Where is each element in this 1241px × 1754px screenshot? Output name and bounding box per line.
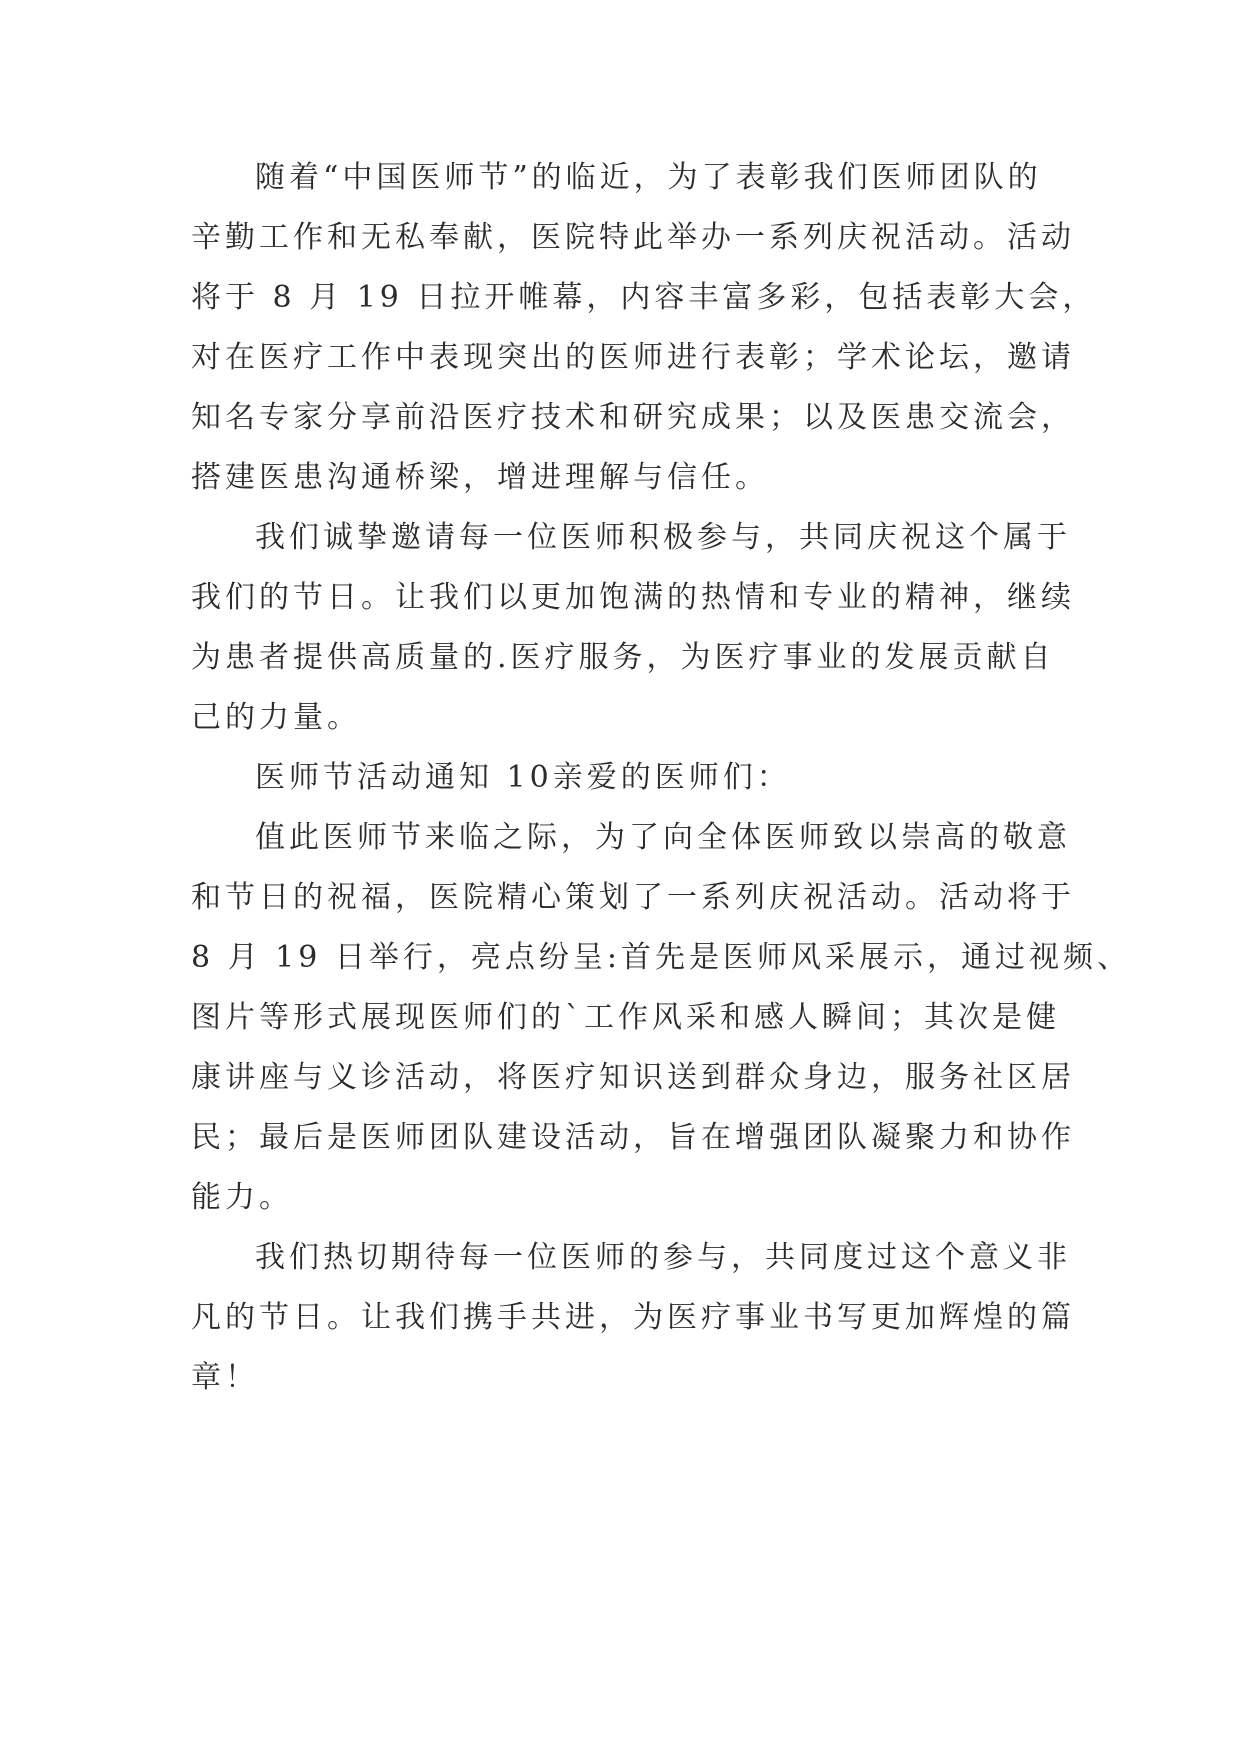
text-line: 搭建医患沟通桥梁，增进理解与信任。 (191, 460, 769, 495)
text-line: 凡的节日。让我们携手共进，为医疗事业书写更加辉煌的篇 (191, 1300, 1075, 1335)
paragraph-3-heading (191, 748, 1066, 808)
text-line: 民；最后是医师团队建设活动，旨在增强团队凝聚力和协作 (191, 1120, 1075, 1155)
text-line: 随着“中国医师节”的临近，为了表彰我们医师团队的 (255, 160, 1042, 195)
text-line: 知名专家分享前沿医疗技术和研究成果；以及医患交流会， (191, 400, 1075, 435)
text-line: 我们诚挚邀请每一位医师积极参与，共同庆祝这个属于 (255, 520, 1071, 555)
text-line: 我们热切期待每一位医师的参与，共同度过这个意义非 (255, 1240, 1071, 1275)
paragraph-1 (191, 148, 1097, 508)
text-line: 8 月 19 日举行，亮点纷呈:首先是医师风采展示，通过视频、 (191, 940, 1131, 975)
text-line: 己的力量。 (191, 700, 361, 735)
paragraph-5 (191, 1228, 1075, 1408)
paragraph-4 (191, 808, 1131, 1228)
text-line: 为患者提供高质量的.医疗服务，为医疗事业的发展贡献自 (191, 640, 1055, 675)
notice-title-line: 医师节活动通知 10亲爱的医师们： (255, 760, 791, 795)
text-line: 将于 8 月 19 日拉开帷幕，内容丰富多彩，包括表彰大会， (191, 280, 1097, 315)
text-line: 我们的节日。让我们以更加饱满的热情和专业的精神，继续 (191, 580, 1075, 615)
document-body (191, 148, 1131, 1408)
text-line: 值此医师节来临之际，为了向全体医师致以崇高的敬意 (255, 820, 1071, 855)
text-line: 康讲座与义诊活动，将医疗知识送到群众身边，服务社区居 (191, 1060, 1075, 1095)
text-line: 能力。 (191, 1180, 293, 1215)
text-line: 对在医疗工作中表现突出的医师进行表彰；学术论坛，邀请 (191, 340, 1075, 375)
text-line: 和节日的祝福，医院精心策划了一系列庆祝活动。活动将于 (191, 880, 1075, 915)
text-line: 图片等形式展现医师们的`工作风采和感人瞬间；其次是健 (191, 1000, 1060, 1035)
paragraph-2 (191, 508, 1075, 748)
text-line: 章！ (191, 1360, 259, 1395)
text-line: 辛勤工作和无私奉献，医院特此举办一系列庆祝活动。活动 (191, 220, 1075, 255)
